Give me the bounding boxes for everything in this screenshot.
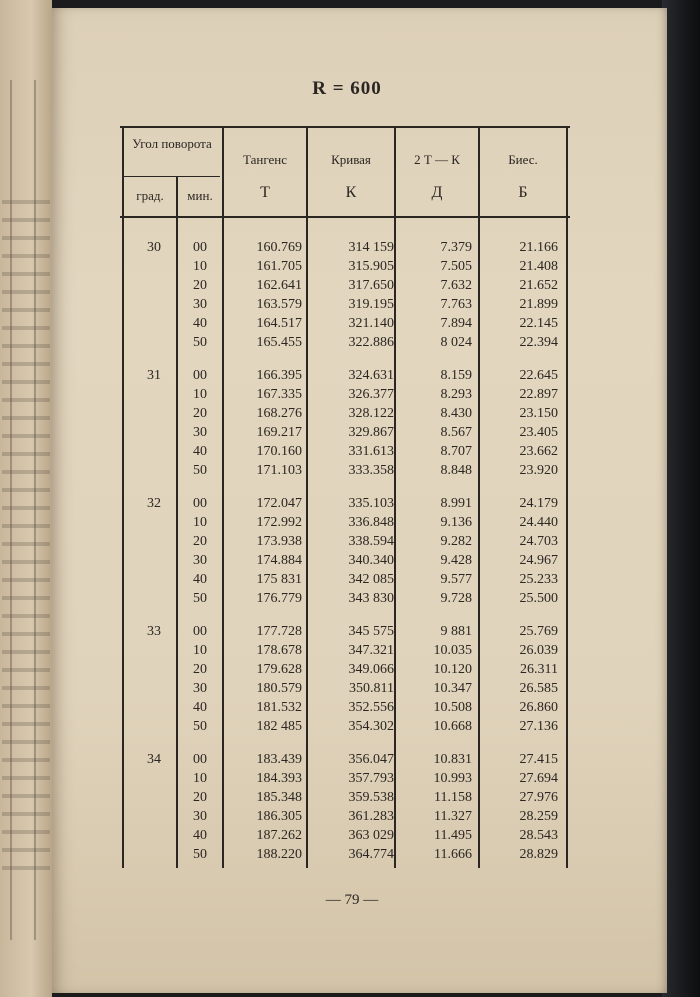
- cell-bis: 24.967: [519, 553, 558, 568]
- cell-curve: 356.047: [348, 752, 394, 767]
- cell-diff: 8.293: [440, 387, 472, 402]
- cell-tangent: 181.532: [256, 700, 302, 715]
- cell-bis: 21.408: [519, 259, 558, 274]
- cell-bis: 22.897: [519, 387, 558, 402]
- cell-bis: 26.311: [520, 662, 558, 677]
- cell-tangent: 166.395: [256, 368, 302, 383]
- cell-curve: 336.848: [348, 515, 394, 530]
- cell-bis: 22.645: [519, 368, 558, 383]
- cell-min: 00: [193, 368, 207, 383]
- header-deg: град.: [136, 188, 164, 203]
- header-bottom-rule: [120, 216, 570, 218]
- cell-curve: 352.556: [348, 700, 394, 715]
- cell-curve: 363 029: [348, 828, 394, 843]
- cell-tangent: 186.305: [256, 809, 302, 824]
- cell-deg: 34: [147, 752, 161, 767]
- cell-diff: 11.495: [434, 828, 472, 843]
- cell-diff: 9 881: [440, 624, 472, 639]
- left-page-edge: [0, 0, 52, 997]
- cell-bis: 23.662: [519, 444, 558, 459]
- cell-bis: 27.976: [519, 790, 558, 805]
- cell-curve: 314 159: [348, 240, 394, 255]
- cell-bis: 21.166: [519, 240, 558, 255]
- table-row: [120, 366, 570, 385]
- cell-diff: 9.428: [440, 553, 472, 568]
- header-tangent-symbol: Т: [260, 184, 270, 201]
- cell-curve: 342 085: [348, 572, 394, 587]
- header-bis: Биес.: [508, 152, 538, 167]
- left-page-text-shadow: [2, 200, 50, 880]
- header-diff: 2 Т — К: [414, 152, 460, 167]
- cell-diff: 8.991: [440, 496, 472, 511]
- cell-bis: 24.703: [519, 534, 558, 549]
- table-row: [120, 551, 570, 570]
- table-row: [120, 295, 570, 314]
- cell-curve: 331.613: [348, 444, 394, 459]
- cell-bis: 27.694: [519, 771, 558, 786]
- cell-tangent: 177.728: [256, 624, 302, 639]
- cell-min: 50: [193, 335, 207, 350]
- cell-curve: 338.594: [348, 534, 394, 549]
- cell-diff: 7.379: [440, 240, 472, 255]
- cell-curve: 361.283: [348, 809, 394, 824]
- cell-curve: 317.650: [348, 278, 394, 293]
- cell-diff: 9.577: [440, 572, 472, 587]
- cell-min: 50: [193, 463, 207, 478]
- cell-min: 50: [193, 719, 207, 734]
- cell-diff: 9.282: [440, 534, 472, 549]
- table-row: [120, 461, 570, 480]
- cell-min: 10: [193, 387, 207, 402]
- cell-tangent: 165.455: [256, 335, 302, 350]
- cell-curve: 328.122: [348, 406, 394, 421]
- cell-bis: 25.769: [519, 624, 558, 639]
- cell-curve: 347.321: [348, 643, 394, 658]
- cell-curve: 324.631: [348, 368, 394, 383]
- cell-curve: 343 830: [348, 591, 394, 606]
- cell-tangent: 184.393: [256, 771, 302, 786]
- table-row: [120, 532, 570, 551]
- table-row: [120, 423, 570, 442]
- cell-min: 20: [193, 662, 207, 677]
- cell-deg: 30: [147, 240, 161, 255]
- header-diff-symbol: Д: [431, 184, 443, 201]
- cell-min: 00: [193, 752, 207, 767]
- cell-min: 30: [193, 297, 207, 312]
- table-row: [120, 750, 570, 769]
- cell-min: 10: [193, 515, 207, 530]
- cell-curve: 326.377: [348, 387, 394, 402]
- data-table: [120, 126, 570, 868]
- table-group: [120, 494, 570, 608]
- cell-curve: 359.538: [348, 790, 394, 805]
- cell-tangent: 171.103: [256, 463, 302, 478]
- cell-curve: 315.905: [348, 259, 394, 274]
- cell-min: 20: [193, 790, 207, 805]
- cell-bis: 27.415: [519, 752, 558, 767]
- cell-diff: 9.136: [440, 515, 472, 530]
- table-group: [120, 238, 570, 352]
- cell-bis: 25.500: [519, 591, 558, 606]
- cell-diff: 11.666: [434, 847, 472, 862]
- cell-min: 20: [193, 534, 207, 549]
- table-row: [120, 385, 570, 404]
- header-curve: Кривая: [331, 152, 371, 167]
- cell-min: 20: [193, 278, 207, 293]
- cell-diff: 7.505: [440, 259, 472, 274]
- cell-min: 20: [193, 406, 207, 421]
- cell-diff: 10.120: [433, 662, 472, 677]
- table-row: [120, 641, 570, 660]
- table-row: [120, 717, 570, 736]
- cell-diff: 8.848: [440, 463, 472, 478]
- cell-min: 00: [193, 496, 207, 511]
- cell-bis: 27.136: [519, 719, 558, 734]
- cell-min: 40: [193, 444, 207, 459]
- cell-tangent: 164.517: [256, 316, 302, 331]
- cell-min: 40: [193, 828, 207, 843]
- cell-diff: 10.668: [433, 719, 472, 734]
- table-row: [120, 769, 570, 788]
- table-top-rule: [120, 126, 570, 128]
- table-group: [120, 366, 570, 480]
- cell-curve: 357.793: [348, 771, 394, 786]
- cell-diff: 8.159: [440, 368, 472, 383]
- cell-min: 30: [193, 553, 207, 568]
- cell-tangent: 176.779: [256, 591, 302, 606]
- cell-diff: 7.632: [440, 278, 472, 293]
- cell-tangent: 183.439: [256, 752, 302, 767]
- table-row: [120, 845, 570, 864]
- cell-min: 40: [193, 316, 207, 331]
- cell-min: 10: [193, 643, 207, 658]
- cell-bis: 22.145: [519, 316, 558, 331]
- cell-diff: 7.763: [440, 297, 472, 312]
- table-row: [120, 238, 570, 257]
- cell-diff: 10.508: [433, 700, 472, 715]
- cell-diff: 8.707: [440, 444, 472, 459]
- cell-bis: 26.860: [519, 700, 558, 715]
- cell-bis: 28.543: [519, 828, 558, 843]
- cell-min: 40: [193, 572, 207, 587]
- cell-tangent: 162.641: [256, 278, 302, 293]
- cell-curve: 354.302: [348, 719, 394, 734]
- cell-diff: 8 024: [440, 335, 472, 350]
- cell-min: 30: [193, 681, 207, 696]
- cell-deg: 31: [147, 368, 161, 383]
- table-row: [120, 570, 570, 589]
- cell-tangent: 170.160: [256, 444, 302, 459]
- cell-bis: 25.233: [519, 572, 558, 587]
- cell-tangent: 179.628: [256, 662, 302, 677]
- table-row: [120, 622, 570, 641]
- cell-diff: 9.728: [440, 591, 472, 606]
- table-row: [120, 788, 570, 807]
- cell-curve: 333.358: [348, 463, 394, 478]
- cell-diff: 8.567: [440, 425, 472, 440]
- table-row: [120, 333, 570, 352]
- cell-min: 00: [193, 624, 207, 639]
- cell-tangent: 167.335: [256, 387, 302, 402]
- cell-diff: 10.993: [433, 771, 472, 786]
- table-row: [120, 698, 570, 717]
- cell-curve: 349.066: [348, 662, 394, 677]
- cell-min: 50: [193, 847, 207, 862]
- cell-curve: 322.886: [348, 335, 394, 350]
- cell-curve: 364.774: [348, 847, 394, 862]
- cell-min: 40: [193, 700, 207, 715]
- header-angle: Угол поворота: [132, 136, 212, 151]
- table-row: [120, 404, 570, 423]
- header-tangent: Тангенс: [242, 152, 287, 167]
- cell-bis: 28.829: [519, 847, 558, 862]
- header-min: мин.: [187, 188, 213, 203]
- cell-tangent: 185.348: [256, 790, 302, 805]
- cell-tangent: 187.262: [256, 828, 302, 843]
- table-row: [120, 807, 570, 826]
- cell-tangent: 188.220: [256, 847, 302, 862]
- cell-bis: 23.920: [519, 463, 558, 478]
- angle-sub-rule: [124, 176, 220, 177]
- cell-min: 30: [193, 809, 207, 824]
- cell-bis: 21.899: [519, 297, 558, 312]
- cell-tangent: 173.938: [256, 534, 302, 549]
- table-group: [120, 750, 570, 864]
- cell-min: 10: [193, 771, 207, 786]
- cell-bis: 28.259: [519, 809, 558, 824]
- cell-diff: 10.035: [433, 643, 472, 658]
- cell-tangent: 168.276: [256, 406, 302, 421]
- table-row: [120, 442, 570, 461]
- cell-tangent: 160.769: [256, 240, 302, 255]
- table-row: [120, 314, 570, 333]
- cell-tangent: 172.992: [256, 515, 302, 530]
- cell-min: 50: [193, 591, 207, 606]
- cell-bis: 23.150: [519, 406, 558, 421]
- cell-bis: 21.652: [519, 278, 558, 293]
- cell-bis: 23.405: [519, 425, 558, 440]
- cell-diff: 11.327: [434, 809, 472, 824]
- cell-min: 10: [193, 259, 207, 274]
- cell-diff: 10.347: [433, 681, 472, 696]
- table-row: [120, 589, 570, 608]
- table-row: [120, 494, 570, 513]
- cell-tangent: 180.579: [256, 681, 302, 696]
- table-row: [120, 513, 570, 532]
- cell-min: 00: [193, 240, 207, 255]
- cell-curve: 335.103: [348, 496, 394, 511]
- table-group: [120, 622, 570, 736]
- cell-diff: 7.894: [440, 316, 472, 331]
- cell-bis: 22.394: [519, 335, 558, 350]
- cell-deg: 33: [147, 624, 161, 639]
- cell-curve: 340.340: [348, 553, 394, 568]
- cell-diff: 11.158: [434, 790, 472, 805]
- cell-min: 30: [193, 425, 207, 440]
- table-row: [120, 276, 570, 295]
- book-page: [52, 8, 667, 993]
- page-title: R = 600: [312, 78, 382, 99]
- table-row: [120, 826, 570, 845]
- cell-bis: 24.440: [519, 515, 558, 530]
- book-cover-edge: [662, 0, 700, 997]
- cell-diff: 8.430: [440, 406, 472, 421]
- cell-tangent: 174.884: [256, 553, 302, 568]
- page-number: — 79 —: [325, 892, 379, 908]
- cell-tangent: 172.047: [256, 496, 302, 511]
- header-bis-symbol: Б: [518, 184, 528, 201]
- cell-tangent: 169.217: [256, 425, 302, 440]
- cell-curve: 329.867: [348, 425, 394, 440]
- header-curve-symbol: К: [345, 184, 357, 201]
- cell-tangent: 163.579: [256, 297, 302, 312]
- cell-curve: 345 575: [348, 624, 394, 639]
- table-row: [120, 679, 570, 698]
- cell-curve: 350.811: [349, 681, 394, 696]
- cell-deg: 32: [147, 496, 161, 511]
- table-row: [120, 257, 570, 276]
- cell-tangent: 175 831: [256, 572, 302, 587]
- cell-bis: 26.585: [519, 681, 558, 696]
- cell-tangent: 161.705: [256, 259, 302, 274]
- cell-curve: 319.195: [348, 297, 394, 312]
- cell-tangent: 182 485: [256, 719, 302, 734]
- cell-bis: 26.039: [519, 643, 558, 658]
- cell-bis: 24.179: [519, 496, 558, 511]
- cell-diff: 10.831: [433, 752, 472, 767]
- cell-curve: 321.140: [348, 316, 394, 331]
- table-row: [120, 660, 570, 679]
- cell-tangent: 178.678: [256, 643, 302, 658]
